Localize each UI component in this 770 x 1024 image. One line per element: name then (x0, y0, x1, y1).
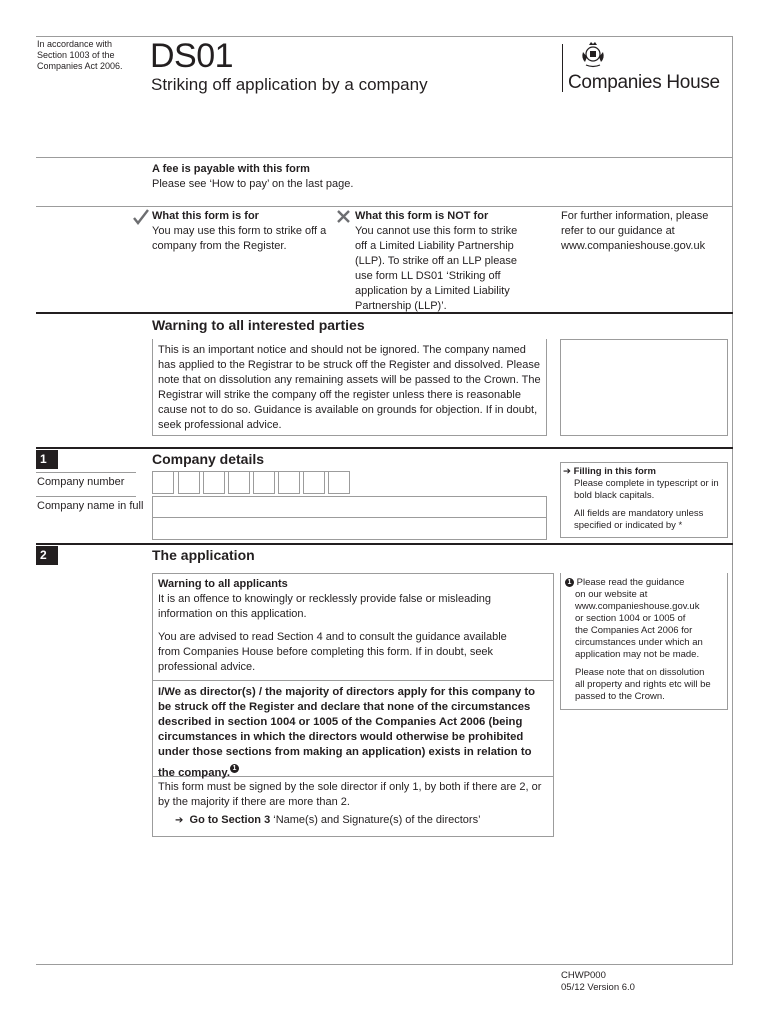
filling-text: All fields are mandatory unless (574, 508, 704, 519)
company-name-label: Company name in full (37, 500, 144, 512)
form-for (152, 209, 337, 254)
filling-text: bold black capitals. (574, 490, 655, 501)
form-for-text: company from the Register. (152, 240, 287, 252)
tick-icon (132, 208, 150, 226)
form-not-for-text: application by a Limited Liability (355, 285, 510, 297)
section-number: 2 (36, 546, 58, 565)
guidance-text: on our website at (575, 589, 648, 600)
warning-text: note that on dissolution any remaining assets will be passed to the Crown. The (158, 374, 541, 386)
cross-icon (336, 209, 351, 224)
applicant-warning-text: information on this application. (158, 608, 307, 620)
form-not-for-text: off a Limited Liability Partnership (355, 240, 514, 252)
further-info-link[interactable]: www.companieshouse.gov.uk (561, 240, 706, 252)
section-divider (36, 312, 733, 314)
section-title: Company details (152, 451, 265, 467)
fee-text: Please see ‘How to pay’ on the last page. (152, 178, 354, 190)
advice-text: professional advice. (158, 661, 256, 673)
page-bottom-border (36, 964, 733, 965)
warning-parties-box (152, 339, 547, 436)
fee-notice (152, 162, 353, 192)
applicant-warning-box (152, 573, 554, 681)
section-divider (36, 543, 733, 545)
warning-text: This is an important notice and should not be ignored. The company named (158, 344, 526, 356)
side-panel-box (560, 339, 728, 436)
section-title: The application (152, 547, 255, 563)
applicant-warning-text: It is an offence to knowingly or recklessly provide false or misleading (158, 593, 492, 605)
guidance-text: passed to the Crown. (575, 691, 665, 702)
form-not-for (355, 209, 550, 314)
guidance-text: application may not be made. (575, 649, 700, 660)
info-icon: 1 (565, 578, 574, 587)
form-not-for-text: You cannot use this form to strike (355, 225, 518, 237)
company-number-digit[interactable] (328, 472, 350, 494)
guidance-text: Please read the guidance (576, 577, 685, 588)
divider (36, 496, 136, 497)
fee-heading: A fee is payable with this form (152, 163, 310, 175)
declaration-text: I/We as director(s) / the majority of directors apply for this company to (158, 686, 536, 698)
company-number-digit[interactable] (303, 472, 325, 494)
filling-form-note (560, 462, 728, 538)
legal-note-line: Companies Act 2006. (37, 61, 123, 71)
warning-text: has applied to the Registrar to be struck off the Register and dissolved. Please (158, 359, 540, 371)
declaration-text: under those sections from making an application) exists in relation to (158, 746, 532, 758)
footer-code: CHWP000 (561, 970, 606, 981)
form-title: Striking off application by a company (151, 75, 428, 94)
further-info-text: refer to our guidance at (561, 225, 675, 237)
legal-note-line: In accordance with (37, 39, 113, 49)
warning-text: Registrar will strike the company off the register unless there is reasonable (158, 389, 521, 401)
divider (36, 472, 136, 473)
company-name-field[interactable] (152, 496, 547, 518)
guidance-text: or section 1004 or 1005 of (575, 613, 686, 624)
arrow-right-icon: ➔ (175, 815, 184, 826)
legal-note-line: Section 1003 of the (37, 50, 115, 60)
filling-text: specified or indicated by * (574, 520, 683, 531)
declaration-text: the company. (158, 766, 230, 779)
section-number: 1 (36, 450, 58, 469)
signing-text: by the majority if there are more than 2. (158, 796, 350, 808)
declaration-text: be struck off the Register and declare that none of the circumstances (158, 701, 531, 713)
warning-text: seek professional advice. (158, 419, 282, 431)
guidance-link[interactable]: www.companieshouse.gov.uk (575, 601, 700, 612)
page-right-border (732, 36, 733, 964)
guidance-text: the Companies Act 2006 for (575, 625, 693, 636)
warning-text: cause not to do so. Guidance is available on grounds for objection. If in doubt, (158, 404, 538, 416)
legal-note (37, 39, 147, 72)
form-not-for-text: Partnership (LLP)’. (355, 300, 447, 312)
applicant-warning-heading: Warning to all applicants (158, 578, 288, 590)
company-name-field-line2[interactable] (152, 518, 547, 540)
company-number-digit[interactable] (152, 472, 174, 494)
company-number-digit[interactable] (278, 472, 300, 494)
page-top-border (36, 36, 733, 37)
declaration-text: circumstances in which the directors would otherwise be prohibited (158, 731, 524, 743)
declaration-box (152, 681, 554, 777)
form-for-heading: What this form is for (152, 210, 259, 222)
company-number-digit[interactable] (203, 472, 225, 494)
company-number-label: Company number (37, 476, 125, 488)
form-not-for-text: (LLP). To strike off an LLP please (355, 255, 518, 267)
goto-section-text: ‘Name(s) and Signature(s) of the directors’ (270, 814, 481, 826)
arrow-right-icon: ➔ (563, 466, 571, 477)
company-number-digit[interactable] (178, 472, 200, 494)
advice-text: You are advised to read Section 4 and to consult the guidance available (158, 631, 507, 643)
form-for-text: You may use this form to strike off a (152, 225, 327, 237)
divider (36, 157, 733, 158)
section-divider (36, 447, 733, 449)
filling-heading: Filling in this form (573, 466, 656, 477)
guidance-text: circumstances under which an (575, 637, 703, 648)
brand-name: Companies House (568, 72, 720, 93)
form-not-for-text: use form LL DS01 ‘Striking off (355, 270, 501, 282)
declaration-text: described in section 1004 or 1005 of the Companies Act 2006 (being (158, 716, 523, 728)
footer-version: 05/12 Version 6.0 (561, 982, 635, 993)
footer (561, 970, 635, 994)
further-info-text: For further information, please (561, 210, 709, 222)
signing-text: This form must be signed by the sole director if only 1, by both if there are 2, or (158, 781, 542, 793)
divider (36, 206, 733, 207)
guidance-side-note (560, 573, 728, 710)
warning-parties-heading: Warning to all interested parties (152, 317, 365, 333)
further-info (561, 209, 731, 254)
royal-crest-icon (578, 40, 608, 70)
company-number-digit[interactable] (228, 472, 250, 494)
info-icon: 1 (230, 764, 239, 773)
filling-text: Please complete in typescript or in (574, 478, 719, 489)
logo-divider (562, 44, 563, 92)
advice-text: from Companies House before completing this form. If in doubt, seek (158, 646, 494, 658)
goto-section-link[interactable]: Go to Section 3 (189, 814, 271, 826)
signing-note-box (152, 777, 554, 837)
guidance-text: all property and rights etc will be (575, 679, 711, 690)
form-not-for-heading: What this form is NOT for (355, 210, 489, 222)
form-code: DS01 (150, 37, 234, 75)
guidance-text: Please note that on dissolution (575, 667, 705, 678)
company-number-digit[interactable] (253, 472, 275, 494)
